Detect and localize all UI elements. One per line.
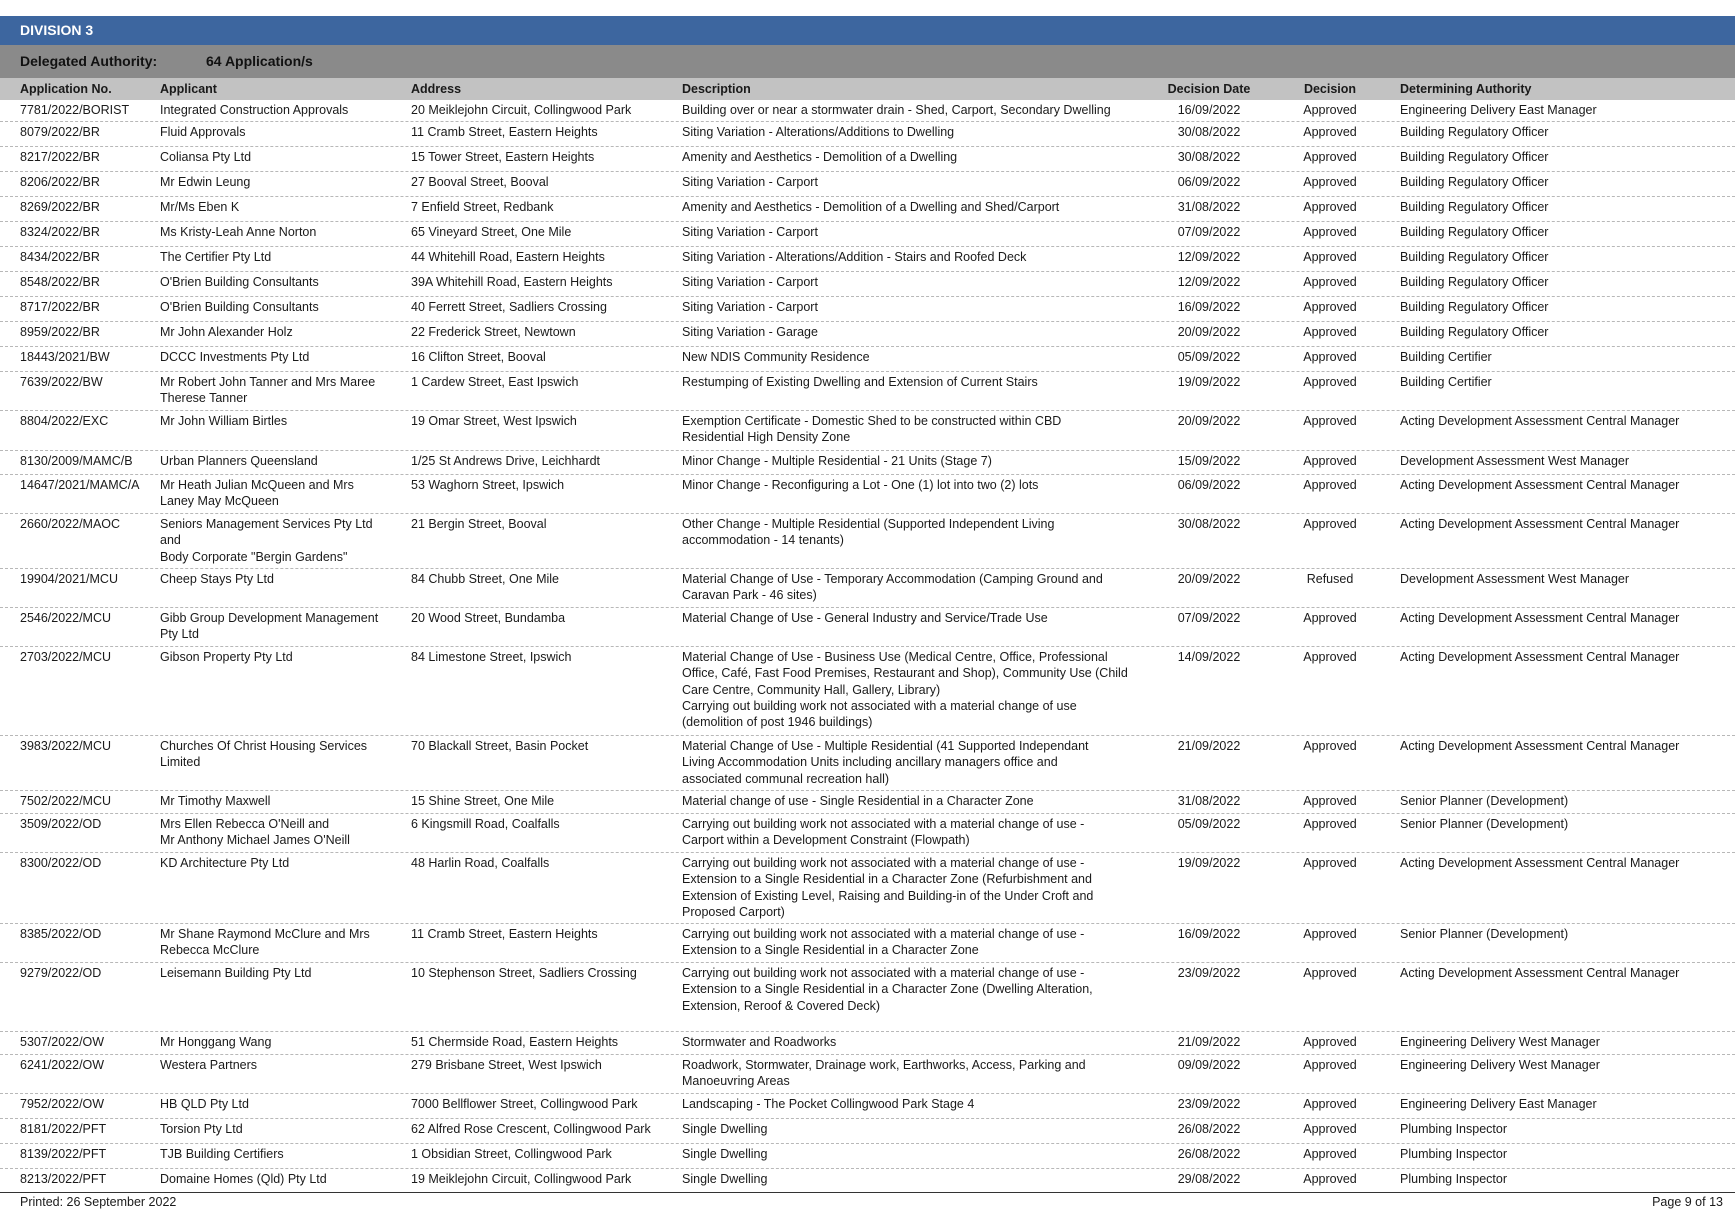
- application-no-cell: 2703/2022/MCU: [20, 650, 112, 664]
- applicant-cell: DCCC Investments Pty Ltd: [160, 350, 310, 364]
- decision-cell: Approved: [1303, 611, 1357, 625]
- table-row: [0, 475, 1735, 514]
- application-no-cell: 14647/2021/MAMC/A: [20, 478, 140, 492]
- decision-date-cell: 09/09/2022: [1177, 1058, 1241, 1072]
- decision-date-cell: 26/08/2022: [1177, 1122, 1241, 1136]
- description-cell: Stormwater and Roadworks: [682, 1035, 837, 1049]
- determining-authority-cell: Building Regulatory Officer: [1400, 200, 1549, 214]
- decision-cell: Approved: [1303, 325, 1357, 339]
- determining-authority-cell: Engineering Delivery West Manager: [1400, 1035, 1600, 1049]
- determining-authority-cell: Acting Development Assessment Central Manager: [1400, 966, 1680, 980]
- application-no-cell: 7639/2022/BW: [20, 375, 103, 389]
- table-row: [0, 272, 1735, 297]
- determining-authority-cell: Engineering Delivery East Manager: [1400, 103, 1597, 117]
- table-row: [0, 172, 1735, 197]
- table-row: [0, 197, 1735, 222]
- header-description: Description: [682, 82, 751, 96]
- address-cell: 51 Chermside Road, Eastern Heights: [411, 1035, 619, 1049]
- applicant-cell: Integrated Construction Approvals: [160, 103, 349, 117]
- decision-date-cell: 30/08/2022: [1177, 125, 1241, 139]
- application-no-cell: 8269/2022/BR: [20, 200, 100, 214]
- description-cell: Material Change of Use - General Industry and Service/Trade Use: [682, 611, 1048, 625]
- decision-date-cell: 23/09/2022: [1177, 966, 1241, 980]
- description-cell: Material Change of Use - Temporary Accommodation (Camping Ground and Caravan Park - 46 sites): [682, 572, 1103, 603]
- description-cell: New NDIS Community Residence: [682, 350, 870, 364]
- application-no-cell: 8434/2022/BR: [20, 250, 100, 264]
- application-no-cell: 8300/2022/OD: [20, 856, 102, 870]
- applicant-cell: Mr John Alexander Holz: [160, 325, 293, 339]
- decision-cell: Approved: [1303, 1172, 1357, 1186]
- application-no-cell: 19904/2021/MCU: [20, 572, 118, 586]
- application-no-cell: 7781/2022/BORIST: [20, 103, 130, 117]
- address-cell: 7000 Bellflower Street, Collingwood Park: [411, 1097, 638, 1111]
- application-no-cell: 2546/2022/MCU: [20, 611, 112, 625]
- description-cell: Restumping of Existing Dwelling and Extension of Current Stairs: [682, 375, 1038, 389]
- applicant-cell: Domaine Homes (Qld) Pty Ltd: [160, 1172, 327, 1186]
- decision-date-cell: 23/09/2022: [1177, 1097, 1241, 1111]
- header-decision-date: Decision Date: [1167, 82, 1251, 96]
- application-no-cell: 8959/2022/BR: [20, 325, 100, 339]
- description-cell: Material Change of Use - Multiple Residential (41 Supported Independant Living Accommodation Units including ancillary managers office and associated communal recreation hall): [682, 739, 1089, 786]
- applicant-cell: The Certifier Pty Ltd: [160, 250, 272, 264]
- table-row: [0, 451, 1735, 475]
- application-no-cell: 8079/2022/BR: [20, 125, 100, 139]
- applicant-cell: Mr Edwin Leung: [160, 175, 251, 189]
- applicant-cell: O'Brien Building Consultants: [160, 275, 319, 289]
- description-cell: Carrying out building work not associated with a material change of use - Extension to a Single Residential in a Character Zone: [682, 927, 1085, 958]
- description-cell: Siting Variation - Alterations/Additions to Dwelling: [682, 125, 955, 139]
- address-cell: 11 Cramb Street, Eastern Heights: [411, 927, 598, 941]
- address-cell: 15 Shine Street, One Mile: [411, 794, 555, 808]
- address-cell: 21 Bergin Street, Booval: [411, 517, 547, 531]
- table-row: [0, 963, 1735, 1032]
- decision-cell: Approved: [1303, 1147, 1357, 1161]
- applicant-cell: Ms Kristy-Leah Anne Norton: [160, 225, 317, 239]
- decision-date-cell: 07/09/2022: [1177, 611, 1241, 625]
- table-row: [0, 1144, 1735, 1169]
- determining-authority-cell: Building Regulatory Officer: [1400, 300, 1549, 314]
- application-no-cell: 8130/2009/MAMC/B: [20, 454, 133, 468]
- applicant-cell: O'Brien Building Consultants: [160, 300, 319, 314]
- determining-authority-cell: Acting Development Assessment Central Manager: [1400, 478, 1680, 492]
- application-no-cell: 8213/2022/PFT: [20, 1172, 107, 1186]
- decision-date-cell: 07/09/2022: [1177, 225, 1241, 239]
- decision-date-cell: 05/09/2022: [1177, 350, 1241, 364]
- decision-cell: Approved: [1303, 856, 1357, 870]
- applicant-cell: Mr Robert John Tanner and Mrs Maree Therese Tanner: [160, 375, 376, 406]
- description-cell: Siting Variation - Carport: [682, 275, 818, 289]
- table-row: [0, 736, 1735, 791]
- decision-cell: Approved: [1303, 1058, 1357, 1072]
- decision-cell: Approved: [1303, 966, 1357, 980]
- decision-cell: Approved: [1303, 414, 1357, 428]
- table-row: [0, 853, 1735, 924]
- application-no-cell: 18443/2021/BW: [20, 350, 110, 364]
- description-cell: Siting Variation - Alterations/Addition - Stairs and Roofed Deck: [682, 250, 1027, 264]
- decision-date-cell: 06/09/2022: [1177, 175, 1241, 189]
- application-no-cell: 7952/2022/OW: [20, 1097, 105, 1111]
- determining-authority-cell: Senior Planner (Development): [1400, 927, 1569, 941]
- decision-date-cell: 20/09/2022: [1177, 572, 1241, 586]
- determining-authority-cell: Building Certifier: [1400, 375, 1492, 389]
- address-cell: 19 Meiklejohn Circuit, Collingwood Park: [411, 1172, 632, 1186]
- description-cell: Single Dwelling: [682, 1172, 768, 1186]
- description-cell: Material Change of Use - Business Use (Medical Centre, Office, Professional Office, Café, Fast Food Premises, Restaurant and Shop), Community Use (Child Care Centre, Community Hall, Gallery, Library) Carrying out building work not associated with a material change of use (demolition of post 1946 buildings): [682, 650, 1128, 730]
- description-cell: Minor Change - Reconfiguring a Lot - One (1) lot into two (2) lots: [682, 478, 1039, 492]
- application-no-cell: 9279/2022/OD: [20, 966, 102, 980]
- applicant-cell: Churches Of Christ Housing Services Limited: [160, 739, 368, 770]
- decision-cell: Approved: [1303, 125, 1357, 139]
- table-row: [0, 322, 1735, 347]
- applicant-cell: Mr Timothy Maxwell: [160, 794, 271, 808]
- description-cell: Carrying out building work not associated with a material change of use - Carport within a Development Constraint (Flowpath): [682, 817, 1085, 848]
- description-cell: Other Change - Multiple Residential (Supported Independent Living accommodation - 14 tenants): [682, 517, 1055, 548]
- decision-cell: Approved: [1303, 817, 1357, 831]
- applicant-cell: Coliansa Pty Ltd: [160, 150, 252, 164]
- determining-authority-cell: Acting Development Assessment Central Manager: [1400, 650, 1680, 664]
- applicant-cell: Mr/Ms Eben K: [160, 200, 240, 214]
- address-cell: 19 Omar Street, West Ipswich: [411, 414, 577, 428]
- header-decision: Decision: [1303, 82, 1357, 96]
- description-cell: Siting Variation - Carport: [682, 225, 818, 239]
- table-row: [0, 222, 1735, 247]
- decision-date-cell: 31/08/2022: [1177, 794, 1241, 808]
- page-number: Page 9 of 13: [1652, 1195, 1723, 1209]
- address-cell: 62 Alfred Rose Crescent, Collingwood Park: [411, 1122, 651, 1136]
- applicant-cell: Mrs Ellen Rebecca O'Neill and Mr Anthony Michael James O'Neill: [160, 817, 350, 848]
- table-row: [0, 1094, 1735, 1119]
- application-no-cell: 3509/2022/OD: [20, 817, 102, 831]
- description-cell: Exemption Certificate - Domestic Shed to be constructed within CBD Residential High Density Zone: [682, 414, 1062, 445]
- application-no-cell: 8804/2022/EXC: [20, 414, 109, 428]
- decision-cell: Approved: [1303, 103, 1357, 117]
- description-cell: Amenity and Aesthetics - Demolition of a Dwelling and Shed/Carport: [682, 200, 1060, 214]
- application-no-cell: 7502/2022/MCU: [20, 794, 112, 808]
- address-cell: 10 Stephenson Street, Sadliers Crossing: [411, 966, 637, 980]
- applicant-cell: Mr Shane Raymond McClure and Mrs Rebecca McClure: [160, 927, 370, 958]
- decision-cell: Approved: [1303, 454, 1357, 468]
- decision-date-cell: 16/09/2022: [1177, 927, 1241, 941]
- applicant-cell: Gibb Group Development Management Pty Ltd: [160, 611, 379, 642]
- decision-date-cell: 16/09/2022: [1177, 300, 1241, 314]
- application-no-cell: 5307/2022/OW: [20, 1035, 105, 1049]
- address-cell: 15 Tower Street, Eastern Heights: [411, 150, 595, 164]
- determining-authority-cell: Acting Development Assessment Central Manager: [1400, 611, 1680, 625]
- determining-authority-cell: Senior Planner (Development): [1400, 817, 1569, 831]
- description-cell: Building over or near a stormwater drain - Shed, Carport, Secondary Dwelling: [682, 103, 1111, 117]
- description-cell: Siting Variation - Carport: [682, 300, 818, 314]
- header-applicant: Applicant: [160, 82, 217, 96]
- description-cell: Siting Variation - Carport: [682, 175, 818, 189]
- applicant-cell: Mr Honggang Wang: [160, 1035, 272, 1049]
- application-no-cell: 8324/2022/BR: [20, 225, 100, 239]
- address-cell: 6 Kingsmill Road, Coalfalls: [411, 817, 560, 831]
- determining-authority-cell: Building Regulatory Officer: [1400, 150, 1549, 164]
- description-cell: Siting Variation - Garage: [682, 325, 818, 339]
- address-cell: 70 Blackall Street, Basin Pocket: [411, 739, 589, 753]
- determining-authority-cell: Building Regulatory Officer: [1400, 325, 1549, 339]
- decision-cell: Approved: [1303, 1035, 1357, 1049]
- address-cell: 40 Ferrett Street, Sadliers Crossing: [411, 300, 607, 314]
- decision-date-cell: 29/08/2022: [1177, 1172, 1241, 1186]
- address-cell: 20 Meiklejohn Circuit, Collingwood Park: [411, 103, 632, 117]
- address-cell: 53 Waghorn Street, Ipswich: [411, 478, 565, 492]
- address-cell: 20 Wood Street, Bundamba: [411, 611, 566, 625]
- applicant-cell: Leisemann Building Pty Ltd: [160, 966, 312, 980]
- table-row: [0, 347, 1735, 372]
- description-cell: Landscaping - The Pocket Collingwood Park Stage 4: [682, 1097, 975, 1111]
- application-no-cell: 8717/2022/BR: [20, 300, 100, 314]
- address-cell: 27 Booval Street, Booval: [411, 175, 549, 189]
- decision-date-cell: 16/09/2022: [1177, 103, 1241, 117]
- determining-authority-cell: Building Regulatory Officer: [1400, 125, 1549, 139]
- applicant-cell: Mr John William Birtles: [160, 414, 288, 428]
- address-cell: 39A Whitehill Road, Eastern Heights: [411, 275, 613, 289]
- application-no-cell: 8206/2022/BR: [20, 175, 100, 189]
- application-no-cell: 8548/2022/BR: [20, 275, 100, 289]
- table-row: [0, 569, 1735, 608]
- decision-date-cell: 05/09/2022: [1177, 817, 1241, 831]
- application-count: 64 Application/s: [206, 53, 313, 69]
- determining-authority-cell: Plumbing Inspector: [1400, 1147, 1508, 1161]
- address-cell: 1 Cardew Street, East Ipswich: [411, 375, 579, 389]
- table-row: [0, 791, 1735, 814]
- table-row: [0, 372, 1735, 411]
- table-row: [0, 514, 1735, 569]
- decision-date-cell: 31/08/2022: [1177, 200, 1241, 214]
- decision-date-cell: 21/09/2022: [1177, 1035, 1241, 1049]
- determining-authority-cell: Development Assessment West Manager: [1400, 572, 1630, 586]
- column-header-row: [0, 78, 1735, 100]
- applicant-cell: TJB Building Certifiers: [160, 1147, 284, 1161]
- header-determining-authority: Determining Authority: [1400, 82, 1532, 96]
- applicant-cell: Fluid Approvals: [160, 125, 246, 139]
- decision-cell: Approved: [1303, 517, 1357, 531]
- table-row: [0, 411, 1735, 451]
- application-no-cell: 8217/2022/BR: [20, 150, 100, 164]
- decision-date-cell: 06/09/2022: [1177, 478, 1241, 492]
- determining-authority-cell: Building Certifier: [1400, 350, 1492, 364]
- address-cell: 279 Brisbane Street, West Ipswich: [411, 1058, 602, 1072]
- application-no-cell: 3983/2022/MCU: [20, 739, 112, 753]
- address-cell: 1/25 St Andrews Drive, Leichhardt: [411, 454, 600, 468]
- address-cell: 65 Vineyard Street, One Mile: [411, 225, 572, 239]
- decision-date-cell: 15/09/2022: [1177, 454, 1241, 468]
- header-application-no: Application No.: [20, 82, 112, 96]
- address-cell: 84 Limestone Street, Ipswich: [411, 650, 572, 664]
- decision-cell: Approved: [1303, 927, 1357, 941]
- decision-date-cell: 12/09/2022: [1177, 275, 1241, 289]
- description-cell: Single Dwelling: [682, 1147, 768, 1161]
- table-row: [0, 247, 1735, 272]
- decision-date-cell: 19/09/2022: [1177, 856, 1241, 870]
- determining-authority-cell: Development Assessment West Manager: [1400, 454, 1630, 468]
- decision-cell: Approved: [1303, 175, 1357, 189]
- table-row: [0, 1119, 1735, 1144]
- table-row: [0, 1032, 1735, 1055]
- address-cell: 48 Harlin Road, Coalfalls: [411, 856, 550, 870]
- determining-authority-cell: Plumbing Inspector: [1400, 1122, 1508, 1136]
- table-row: [0, 147, 1735, 172]
- description-cell: Roadwork, Stormwater, Drainage work, Earthworks, Access, Parking and Manoeuvring Areas: [682, 1058, 1086, 1089]
- applicant-cell: Cheep Stays Pty Ltd: [160, 572, 274, 586]
- determining-authority-cell: Acting Development Assessment Central Manager: [1400, 856, 1680, 870]
- table-row: [0, 122, 1735, 147]
- applicant-cell: HB QLD Pty Ltd: [160, 1097, 249, 1111]
- decision-date-cell: 30/08/2022: [1177, 150, 1241, 164]
- address-cell: 11 Cramb Street, Eastern Heights: [411, 125, 598, 139]
- determining-authority-cell: Acting Development Assessment Central Manager: [1400, 414, 1680, 428]
- decision-date-cell: 20/09/2022: [1177, 325, 1241, 339]
- address-cell: 22 Frederick Street, Newtown: [411, 325, 576, 339]
- determining-authority-cell: Engineering Delivery East Manager: [1400, 1097, 1597, 1111]
- description-cell: Minor Change - Multiple Residential - 21 Units (Stage 7): [682, 454, 992, 468]
- decision-cell: Approved: [1303, 794, 1357, 808]
- address-cell: 1 Obsidian Street, Collingwood Park: [411, 1147, 612, 1161]
- application-no-cell: 8181/2022/PFT: [20, 1122, 107, 1136]
- footer-divider: [0, 1192, 1735, 1193]
- decision-date-cell: 30/08/2022: [1177, 517, 1241, 531]
- decision-date-cell: 12/09/2022: [1177, 250, 1241, 264]
- determining-authority-cell: Acting Development Assessment Central Manager: [1400, 739, 1680, 753]
- table-row: [0, 814, 1735, 853]
- decision-cell: Approved: [1303, 1097, 1357, 1111]
- determining-authority-cell: Building Regulatory Officer: [1400, 250, 1549, 264]
- decision-cell: Approved: [1303, 150, 1357, 164]
- description-cell: Carrying out building work not associated with a material change of use - Extension to a Single Residential in a Character Zone (Refurbishment and Extension of Existing Level, Raising and Building-in of the Under Croft and Proposed Carport): [682, 856, 1094, 919]
- description-cell: Carrying out building work not associated with a material change of use - Extension to a Single Residential in a Character Zone (Dwelling Alteration, Extension, Reroof & Covered Deck): [682, 966, 1093, 1013]
- determining-authority-cell: Building Regulatory Officer: [1400, 275, 1549, 289]
- determining-authority-cell: Engineering Delivery West Manager: [1400, 1058, 1600, 1072]
- authority-bar: [0, 45, 1735, 78]
- table-row: [0, 297, 1735, 322]
- determining-authority-cell: Plumbing Inspector: [1400, 1172, 1508, 1186]
- table-row: [0, 924, 1735, 963]
- table-row: [0, 1055, 1735, 1094]
- decision-cell: Approved: [1303, 375, 1357, 389]
- applicant-cell: Seniors Management Services Pty Ltd and Body Corporate "Bergin Gardens": [160, 517, 373, 564]
- application-no-cell: 8385/2022/OD: [20, 927, 102, 941]
- decision-cell: Approved: [1303, 200, 1357, 214]
- application-no-cell: 8139/2022/PFT: [20, 1147, 107, 1161]
- applicant-cell: Torsion Pty Ltd: [160, 1122, 243, 1136]
- determining-authority-cell: Senior Planner (Development): [1400, 794, 1569, 808]
- division-title: DIVISION 3: [0, 16, 1735, 45]
- description-cell: Material change of use - Single Residential in a Character Zone: [682, 794, 1034, 808]
- table-row: [0, 647, 1735, 736]
- determining-authority-cell: Acting Development Assessment Central Manager: [1400, 517, 1680, 531]
- determining-authority-cell: Building Regulatory Officer: [1400, 225, 1549, 239]
- application-no-cell: 6241/2022/OW: [20, 1058, 105, 1072]
- authority-label: Delegated Authority:: [20, 53, 158, 69]
- description-cell: Single Dwelling: [682, 1122, 768, 1136]
- table-row: [0, 100, 1735, 122]
- decision-cell: Approved: [1303, 650, 1357, 664]
- decision-cell: Approved: [1303, 275, 1357, 289]
- applicant-cell: Mr Heath Julian McQueen and Mrs Laney May McQueen: [160, 478, 354, 509]
- decision-cell: Approved: [1303, 250, 1357, 264]
- applicant-cell: Gibson Property Pty Ltd: [160, 650, 293, 664]
- decision-cell: Approved: [1303, 1122, 1357, 1136]
- decision-cell: Approved: [1303, 478, 1357, 492]
- decision-cell: Approved: [1303, 300, 1357, 314]
- address-cell: 84 Chubb Street, One Mile: [411, 572, 559, 586]
- decision-date-cell: 26/08/2022: [1177, 1147, 1241, 1161]
- table-row: [0, 1169, 1735, 1192]
- decision-cell: Approved: [1303, 350, 1357, 364]
- decision-date-cell: 20/09/2022: [1177, 414, 1241, 428]
- address-cell: 16 Clifton Street, Booval: [411, 350, 546, 364]
- decision-cell: Approved: [1303, 225, 1357, 239]
- address-cell: 44 Whitehill Road, Eastern Heights: [411, 250, 605, 264]
- header-address: Address: [411, 82, 462, 96]
- applicant-cell: Westera Partners: [160, 1058, 258, 1072]
- table-row: [0, 608, 1735, 647]
- printed-date: Printed: 26 September 2022: [20, 1195, 177, 1209]
- address-cell: 7 Enfield Street, Redbank: [411, 200, 554, 214]
- decision-date-cell: 19/09/2022: [1177, 375, 1241, 389]
- decision-date-cell: 14/09/2022: [1177, 650, 1241, 664]
- decision-cell: Approved: [1303, 739, 1357, 753]
- decision-date-cell: 21/09/2022: [1177, 739, 1241, 753]
- applicant-cell: Urban Planners Queensland: [160, 454, 318, 468]
- description-cell: Amenity and Aesthetics - Demolition of a Dwelling: [682, 150, 958, 164]
- application-no-cell: 2660/2022/MAOC: [20, 517, 121, 531]
- determining-authority-cell: Building Regulatory Officer: [1400, 175, 1549, 189]
- applicant-cell: KD Architecture Pty Ltd: [160, 856, 290, 870]
- decision-cell: Refused: [1306, 572, 1354, 586]
